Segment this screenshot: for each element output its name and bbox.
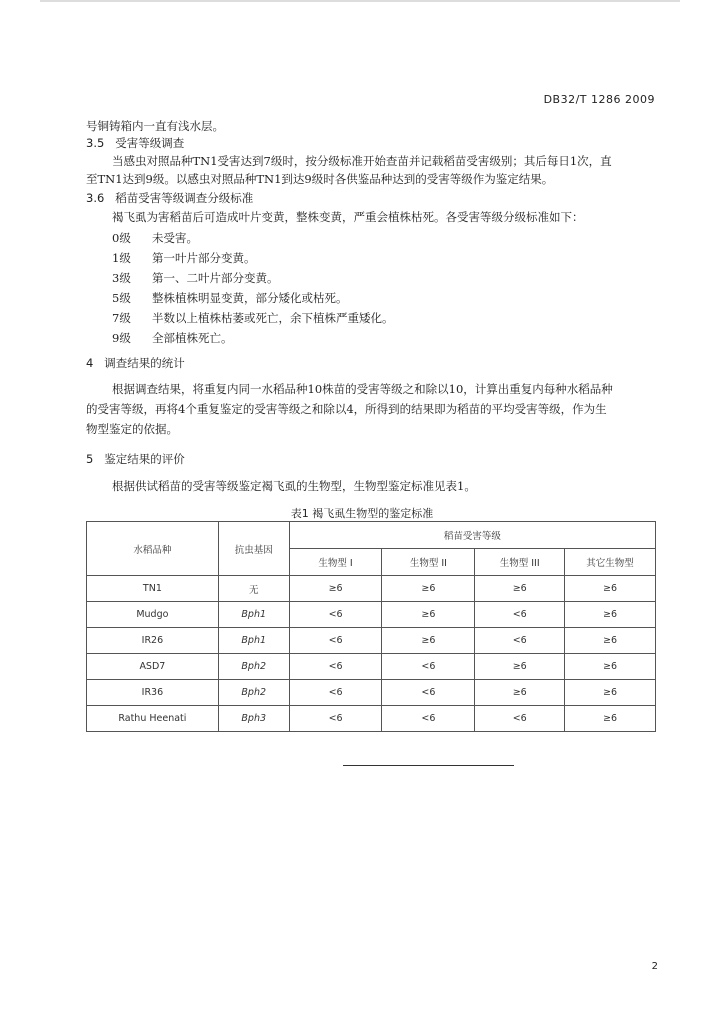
grade-level: 1级 [112, 251, 131, 265]
table-caption: 表1 褐飞虱生物型的鉴定标准 [290, 507, 434, 520]
cell-variety: IR36 [87, 680, 219, 706]
cell-value: ≥6 [382, 576, 475, 602]
cell-value: <6 [382, 706, 475, 732]
cell-variety: Mudgo [87, 602, 219, 628]
cell-variety: TN1 [87, 576, 219, 602]
cell-value: <6 [289, 628, 382, 654]
table-row [87, 628, 656, 654]
column-header-biotype: 生物型 I [289, 549, 382, 576]
column-header-variety: 水稻品种 [87, 522, 219, 576]
grade-description: 第一、二叶片部分变黄。 [152, 271, 279, 285]
cell-value: <6 [289, 654, 382, 680]
cell-value: <6 [289, 602, 382, 628]
paragraph-line: 褐飞虱为害稻苗后可造成叶片变黄，整株变黄，严重会植株枯死。各受害等级分级标准如下： [112, 210, 584, 224]
cell-value: <6 [382, 654, 475, 680]
table-row [87, 706, 656, 732]
cell-value: ≥6 [475, 654, 565, 680]
cell-value: ≥6 [565, 706, 656, 732]
section-title: 受害等级调查 [115, 136, 185, 150]
cell-value: ≥6 [565, 628, 656, 654]
paragraph-line: 的受害等级，再将4个重复鉴定的受害等级之和除以4，所得到的结果即为稻苗的平均受害等级，作为生 [86, 402, 607, 416]
cell-value: ≥6 [475, 680, 565, 706]
section-title: 调查结果的统计 [104, 356, 185, 370]
table-row [87, 602, 656, 628]
grade-description: 全部植株死亡。 [152, 331, 233, 345]
cell-gene: Bph2 [218, 680, 289, 706]
cell-variety: Rathu Heenati [87, 706, 219, 732]
section-3-6-heading [86, 190, 253, 206]
grade-description: 整株植株明显变黄，部分矮化或枯死。 [152, 291, 348, 305]
section-number: 3.5 [86, 136, 105, 150]
continued-line: 号铜铸箱内一直有浅水层。 [86, 119, 224, 133]
column-header-biotype: 生物型 III [475, 549, 565, 576]
cell-value: <6 [382, 680, 475, 706]
section-number: 3.6 [86, 191, 105, 205]
cell-variety: ASD7 [87, 654, 219, 680]
table-row [87, 654, 656, 680]
cell-gene: Bph3 [218, 706, 289, 732]
column-header-biotype: 生物型 II [382, 549, 475, 576]
cell-value: ≥6 [565, 680, 656, 706]
grade-level: 5级 [112, 291, 131, 305]
cell-value: <6 [475, 628, 565, 654]
cell-gene: Bph1 [218, 628, 289, 654]
paragraph-line: 物型鉴定的依据。 [86, 422, 178, 436]
grade-level: 7级 [112, 311, 131, 325]
table-row [87, 680, 656, 706]
cell-value: ≥6 [565, 576, 656, 602]
cell-gene: Bph2 [218, 654, 289, 680]
column-header-biotype: 其它生物型 [565, 549, 656, 576]
section-5-heading [86, 451, 185, 467]
grade-description: 未受害。 [152, 231, 198, 245]
cell-value: <6 [475, 602, 565, 628]
paragraph-line: 至TN1达到9级。以感虫对照品种TN1到达9级时各供鉴品种达到的受害等级作为鉴定结果。 [86, 172, 554, 186]
table-row [87, 576, 656, 602]
scan-artifact [40, 0, 680, 2]
paragraph-line: 当感虫对照品种TN1受害达到7级时，按分级标准开始查苗并记载稻苗受害级别；其后每日1次，直 [112, 154, 612, 168]
grade-level: 9级 [112, 331, 131, 345]
cell-value: <6 [289, 680, 382, 706]
section-number: 5 [86, 452, 94, 466]
column-group-damage-level: 稻苗受害等级 [289, 522, 655, 549]
grade-level: 3级 [112, 271, 131, 285]
section-4-heading [86, 355, 185, 371]
paragraph-line: 根据调查结果，将重复内同一水稻品种10株苗的受害等级之和除以10，计算出重复内每种水稻品种 [112, 382, 613, 396]
grade-description: 第一叶片部分变黄。 [152, 251, 256, 265]
grade-level: 0级 [112, 231, 131, 245]
cell-value: <6 [475, 706, 565, 732]
cell-value: ≥6 [289, 576, 382, 602]
grade-description: 半数以上植株枯萎或死亡，余下植株严重矮化。 [152, 311, 394, 325]
column-header-gene: 抗虫基因 [218, 522, 289, 576]
cell-gene: 无 [218, 576, 289, 602]
section-3-5-heading [86, 135, 184, 151]
cell-value: ≥6 [382, 602, 475, 628]
cell-value: <6 [289, 706, 382, 732]
cell-variety: IR26 [87, 628, 219, 654]
document-code: DB32/T 1286 2009 [543, 93, 655, 106]
cell-value: ≥6 [565, 654, 656, 680]
cell-gene: Bph1 [218, 602, 289, 628]
cell-value: ≥6 [382, 628, 475, 654]
paragraph-line: 根据供试稻苗的受害等级鉴定褐飞虱的生物型，生物型鉴定标准见表1。 [112, 479, 476, 493]
page-number: 2 [651, 961, 658, 972]
biotype-criteria-table [86, 521, 656, 732]
cell-value: ≥6 [475, 576, 565, 602]
cell-value: ≥6 [565, 602, 656, 628]
section-title: 稻苗受害等级调查分级标准 [115, 191, 254, 205]
table-header-row [87, 522, 656, 549]
end-of-document-rule [343, 765, 514, 766]
section-number: 4 [86, 356, 94, 370]
section-title: 鉴定结果的评价 [104, 452, 185, 466]
